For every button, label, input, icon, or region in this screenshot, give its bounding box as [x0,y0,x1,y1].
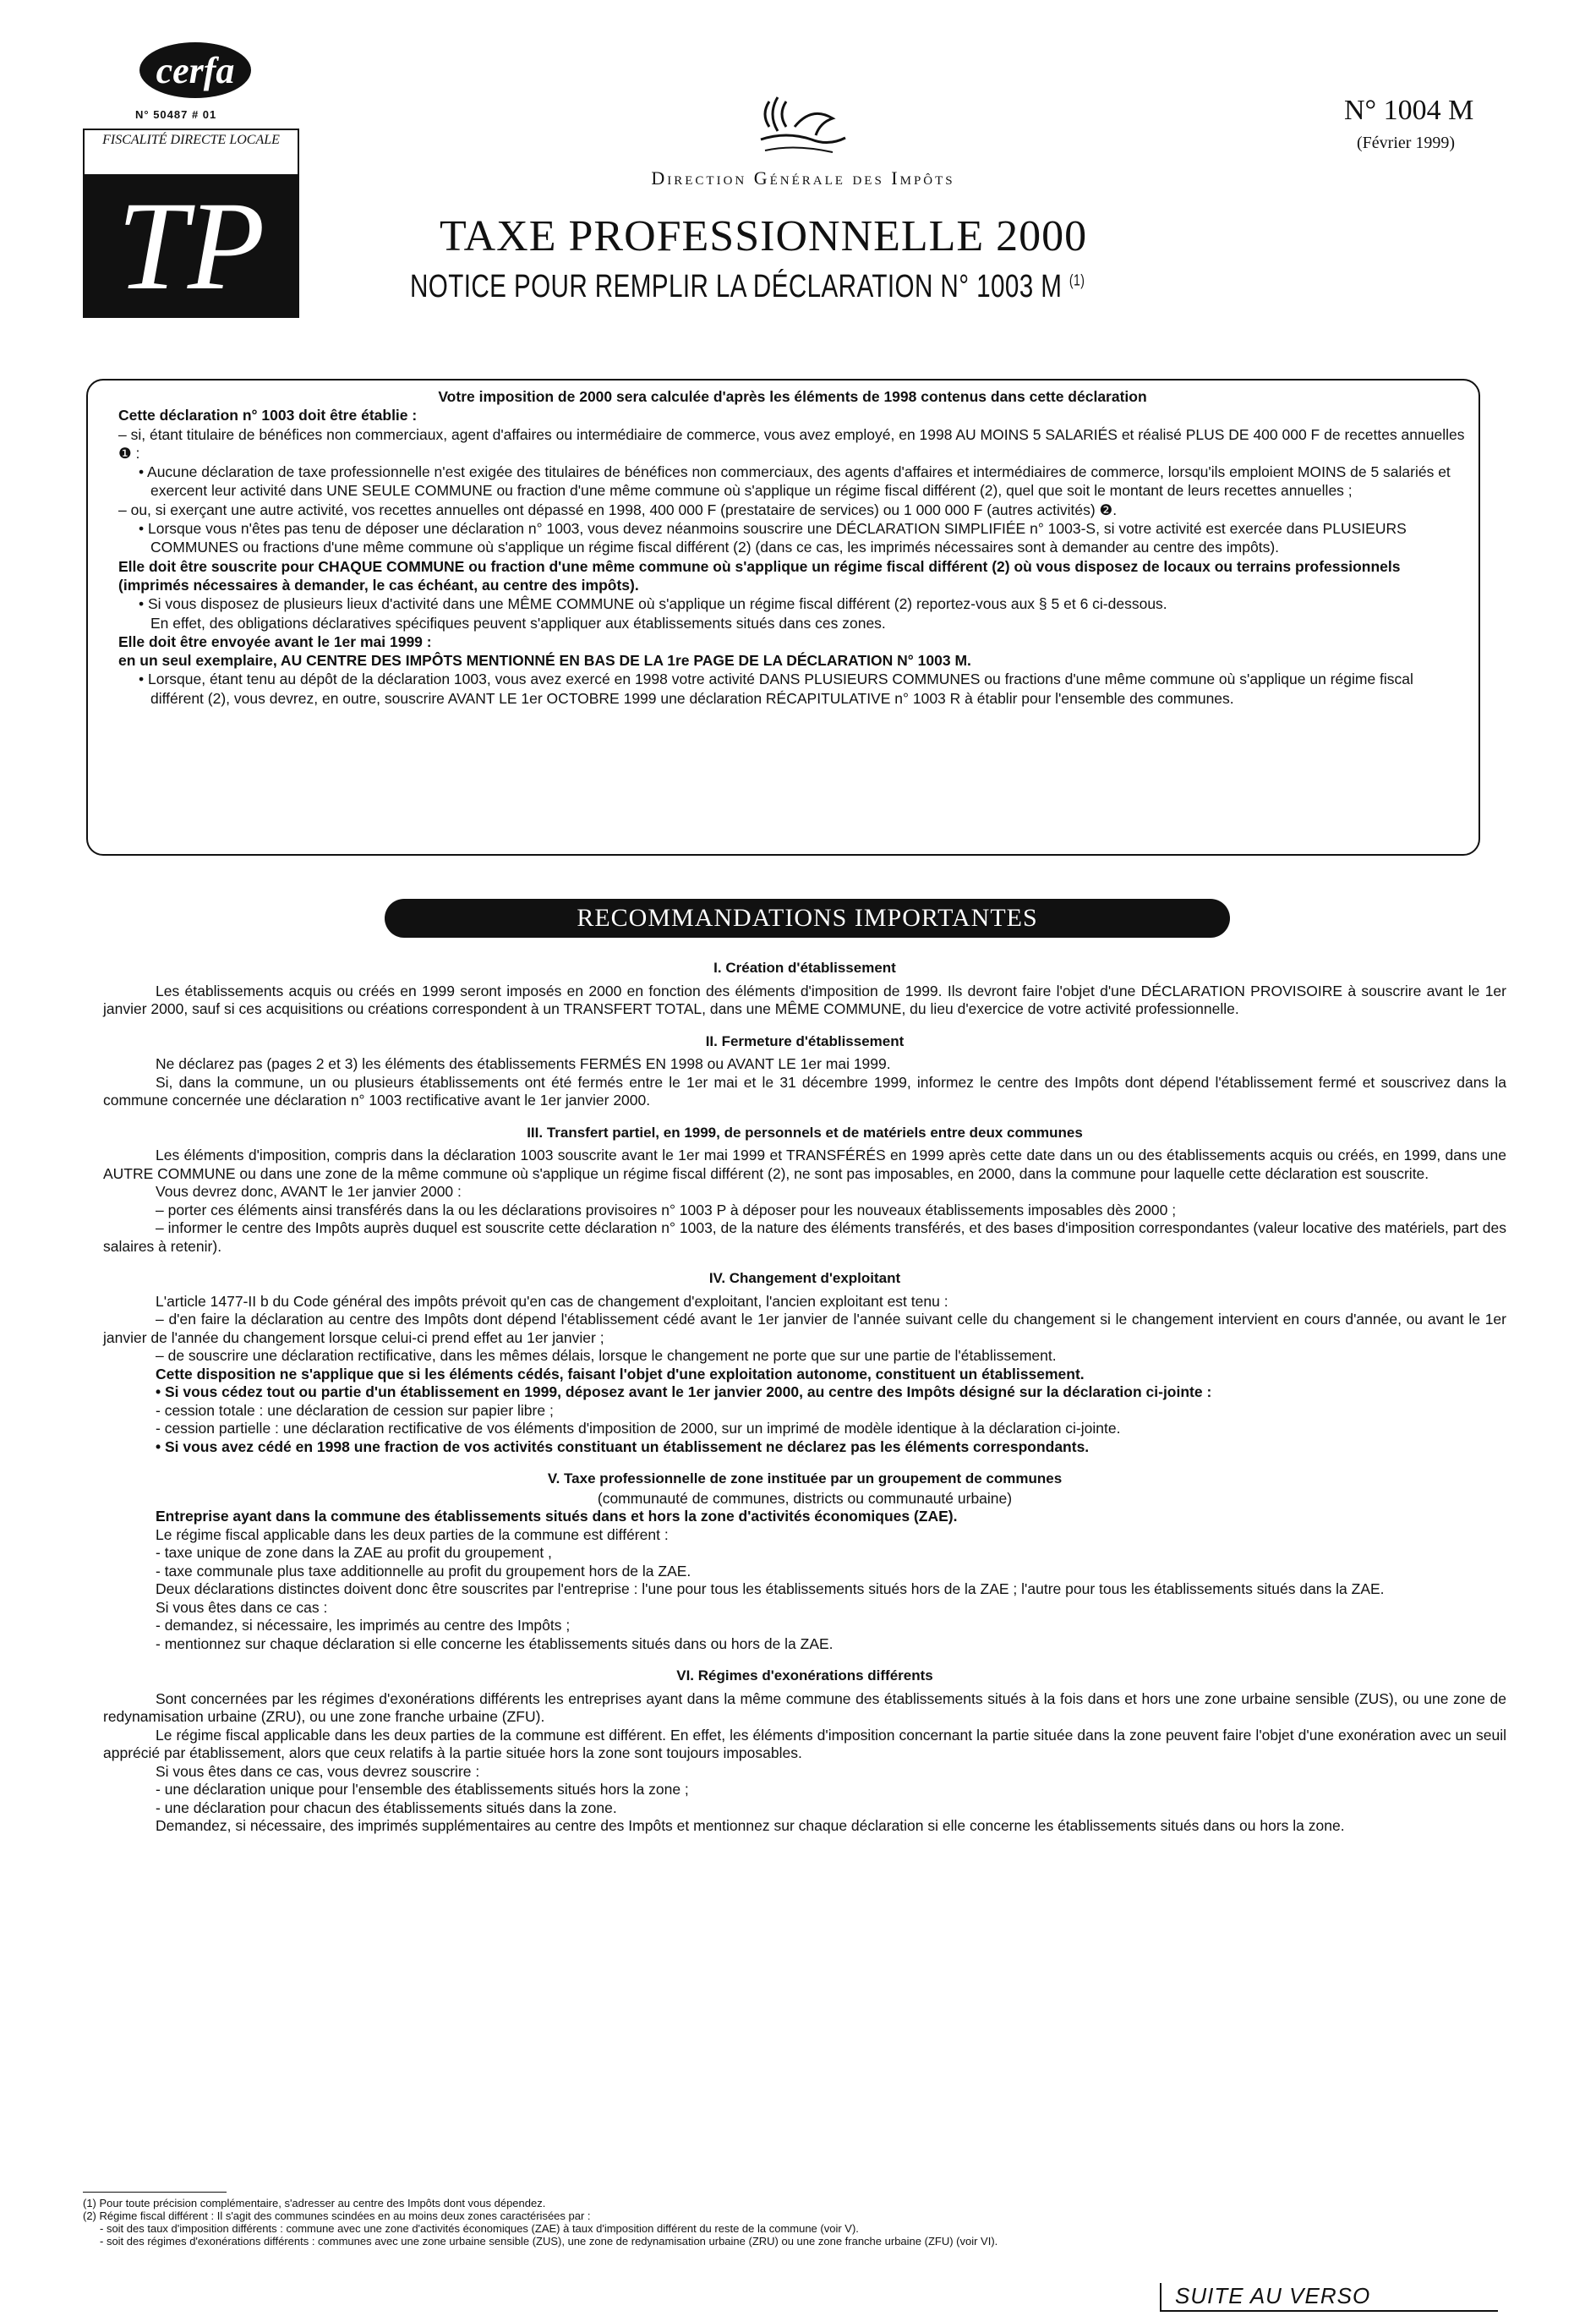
intro-line: • Lorsque, étant tenu au dépôt de la déclaration 1003, vous avez exercé en 1998 votre activité DANS PLUSIEURS COMMUNES ou fractions d'une même commune où s'applique un régime fiscal différent (2), vous devrez, en outre, souscrire AVANT LE 1er OCTOBRE 1999 une déclaration RÉCAPITULATIVE n° 1003 R à établir pour l'ensemble des communes. [139,671,1413,707]
section-paragraph: Le régime fiscal applicable dans les deux parties de la commune est différent : [156,1525,669,1543]
form-number: N° 1004 M [1344,95,1474,126]
section-paragraph: Les éléments d'imposition, compris dans la déclaration 1003 souscrite avant le 1er mai 1999 et TRANSFÉRÉS en 1999 après cette date dans un ou des établissements acquis ou créés, en 1999, dans une AUTRE COMMUNE ou dans une zone de la même commune où s'applique un régime fiscal différent (2), ne sont pas imposables, en 2000, dans la commune pour laquelle cette déclaration est souscrite. [103,1147,1506,1182]
cerfa-number: N° 50487 # 01 [135,108,217,121]
section-paragraph: Vous devrez donc, AVANT le 1er janvier 2000 : [156,1183,462,1200]
intro-block [118,387,1467,708]
dgi-emblem-icon [744,93,854,161]
intro-line: • Aucune déclaration de taxe professionnelle n'est exigée des titulaires de bénéfices non commerciaux, des agents d'affaires et intermédiaires de commerce, lorsqu'ils emploient MOINS de 5 salariés et exercent leur activité dans UNE SEULE COMMUNE ou fraction d'une même commune où s'applique un régime fiscal différent (2), quel que soit le montant de leurs recettes annuelles ; [139,463,1451,500]
intro-line: – si, étant titulaire de bénéfices non commerciaux, agent d'affaires ou intermédiaire de commerce, vous avez employé, en 1998 AU MOINS 5 SALARIÉS et réalisé PLUS DE 400 000 F de recettes annuelles ❶ : [118,425,1465,462]
section-paragraph: - une déclaration unique pour l'ensemble des établissements situés hors la zone ; [156,1781,689,1798]
category-label: FISCALITÉ DIRECTE LOCALE [83,129,299,176]
section-paragraph: Ne déclarez pas (pages 2 et 3) les éléments des établissements FERMÉS EN 1998 ou AVANT LE 1er mai 1999. [156,1055,891,1072]
section-paragraph: Entreprise ayant dans la commune des établissements situés dans et hors la zone d'activités économiques (ZAE). [156,1508,958,1525]
section-paragraph: Les établissements acquis ou créés en 1999 seront imposés en 2000 en fonction des éléments d'imposition de 1999. Ils devront faire l'objet d'une DÉCLARATION PROVISOIRE à souscrire avant le 1er janvier 2000, sauf si ces acquisitions ou créations correspondent à un TRANSFERT TOTAL, dans une MÊME COMMUNE, du lieu d'exercice de votre activité professionnelle. [103,982,1506,1017]
recommendations-banner: RECOMMANDATIONS IMPORTANTES [385,899,1230,938]
authority-name: Direction Générale des Impôts [651,167,955,189]
footnote: - soit des régimes d'exonérations différents : communes avec une zone urbaine sensible (ZUS), une zone de redynamisation urbaine (ZRU) ou une zone franche urbaine (ZFU) (voir VI). [100,2235,998,2248]
intro-line: En effet, des obligations déclaratives spécifiques peuvent s'appliquer aux établissements situés dans ces zones. [150,614,886,632]
intro-line: en un seul exemplaire, AU CENTRE DES IMPÔTS MENTIONNÉ EN BAS DE LA 1re PAGE DE LA DÉCLARATION N° 1003 M. [118,652,971,670]
subtitle-text: NOTICE POUR REMPLIR LA DÉCLARATION N° 1003 M [410,269,1063,304]
section-paragraph: - cession partielle : une déclaration rectificative de vos éléments d'imposition de 2000, sur un imprimé de modèle identique à la déclaration ci-jointe. [156,1420,1121,1437]
footnotes [83,2197,1309,2248]
section-paragraph: L'article 1477-II b du Code général des impôts prévoit qu'en cas de changement d'exploitant, l'ancien exploitant est tenu : [156,1292,948,1310]
section-paragraph: Deux déclarations distinctes doivent donc être souscrites par l'entreprise : l'une pour tous les établissements situés hors de la ZAE ; l'autre pour tous les établissements situés dans la ZAE. [156,1580,1385,1597]
section-paragraph: - une déclaration pour chacun des établissements situés dans la zone. [156,1799,617,1816]
intro-line: • Si vous disposez de plusieurs lieux d'activité dans une MÊME COMMUNE où s'applique un régime fiscal différent (2) reportez-vous aux § 5 et 6 ci-dessous. [139,595,1167,613]
section-paragraph: Sont concernées par les régimes d'exonérations différents les entreprises ayant dans la même commune des établissements situés à la fois dans et hors une zone urbaine sensible (ZUS), ou une zone de redynamisation urbaine (ZRU), ou une zone franche urbaine (ZFU). [103,1689,1506,1725]
continue-marker [1160,2283,1161,2312]
section-title: II. Fermeture d'établissement [705,1032,905,1049]
section-paragraph: – de souscrire une déclaration rectificative, dans les mêmes délais, lorsque le changement ne porte que sur une partie de l'établissement. [156,1347,1057,1364]
intro-line: • Lorsque vous n'êtes pas tenu de déposer une déclaration n° 1003, vous devez néanmoins souscrire une DÉCLARATION SIMPLIFIÉE n° 1003-S, si votre activité est exercée dans PLUSIEURS COMMUNES ou fractions d'une même commune où s'applique un régime fiscal différent (2) (dans ce cas, les imprimés nécessaires sont à demander au centre des impôts). [139,520,1407,556]
section-paragraph: - taxe communale plus taxe additionnelle au profit du groupement hors de la ZAE. [156,1562,691,1580]
intro-line: – ou, si exerçant une autre activité, vos recettes annuelles ont dépassé en 1998, 400 000 F (prestataire de services) ou 1 000 000 F (autres activités) ❷. [118,501,1118,518]
intro-line: Cette déclaration n° 1003 doit être établie : [118,407,418,424]
section-title: V. Taxe professionnelle de zone instituée par un groupement de communes [547,1470,1063,1487]
recommendations-body [103,955,1506,1836]
footnote-divider [83,2192,227,2193]
section-paragraph: • Si vous avez cédé en 1998 une fraction de vos activités constituant un établissement ne déclarez pas les éléments correspondants. [156,1437,1090,1455]
section-title: VI. Régimes d'exonérations différents [676,1667,933,1684]
tp-label: TP [83,174,299,318]
footnote: - soit des taux d'imposition différents : commune avec une zone d'activités économiques (ZAE) à taux d'imposition différent du reste de la commune (voir V). [100,2222,859,2235]
section-paragraph: - demandez, si nécessaire, les imprimés au centre des Impôts ; [156,1617,571,1634]
intro-line: Votre imposition de 2000 sera calculée d'après les éléments de 1998 contenus dans cette déclaration [438,388,1147,405]
section-title: III. Transfert partiel, en 1999, de personnels et de matériels entre deux communes [527,1124,1083,1141]
section-paragraph: Le régime fiscal applicable dans les deux parties de la commune est différent. En effet, les éléments d'imposition concernant la partie située dans la zone peuvent faire l'objet d'une exonération avec un seuil apprécié par établissement, alors que ceux relatifs à la partie située hors la zone sont toujours imposables. [103,1726,1506,1761]
section-paragraph: – informer le centre des Impôts auprès duquel est souscrite cette déclaration n° 1003, de la nature des éléments transférés, et des bases d'imposition correspondantes (valeur locative des matériels, part des salaires à retenir). [103,1219,1506,1255]
section-paragraph: Si vous êtes dans ce cas : [156,1598,328,1616]
section-paragraph: Si, dans la commune, un ou plusieurs établissements ont été fermés entre le 1er mai et le 31 décembre 1999, informez le centre des Impôts dont dépend l'établissement fermé et souscrivez dans la commune concernée une déclaration n° 1003 rectificative avant le 1er janvier 2000. [103,1073,1506,1109]
cerfa-logo: cerfa [139,42,251,98]
page-title: TAXE PROFESSIONNELLE 2000 [440,212,1088,260]
section-title: IV. Changement d'exploitant [708,1270,901,1286]
intro-line: Elle doit être souscrite pour CHAQUE COMMUNE ou fraction d'une même commune où s'applique un régime fiscal différent (2) où vous disposez de locaux ou terrains professionnels (imprimés nécessaires à demander, le cas échéant, au centre des impôts). [118,557,1401,594]
section-paragraph: Demandez, si nécessaire, des imprimés supplémentaires au centre des Impôts et mentionnez sur chaque déclaration si elle concerne les établissements situés dans ou hors la zone. [156,1817,1345,1834]
continue-label: SUITE AU VERSO [1175,2283,1371,2308]
section-subtitle: (communauté de communes, districts ou communauté urbaine) [597,1489,1013,1507]
footnote: (2) Régime fiscal différent : Il s'agit des communes scindées en au moins deux zones caractérisées par : [83,2209,591,2222]
form-date: (Février 1999) [1357,134,1456,152]
section-paragraph: - taxe unique de zone dans la ZAE au profit du groupement , [156,1544,552,1561]
section-title: I. Création d'établissement [713,960,896,976]
section-paragraph: Si vous êtes dans ce cas, vous devrez souscrire : [156,1762,480,1780]
footnote: (1) Pour toute précision complémentaire, s'adresser au centre des Impôts dont vous dépendez. [83,2197,546,2209]
section-paragraph: - mentionnez sur chaque déclaration si elle concerne les établissements situés dans ou hors de la ZAE. [156,1634,834,1652]
subtitle-note: (1) [1069,271,1085,289]
section-paragraph: - cession totale : une déclaration de cession sur papier libre ; [156,1401,554,1419]
section-paragraph: – d'en faire la déclaration au centre des Impôts dont dépend l'établissement cédé avant le 1er janvier de l'année suivant celle du changement si le changement intervient en cours d'année, ou avant le 1er janvier de l'année du changement lorsque celui-ci prend effet au 1er janvier ; [103,1311,1506,1346]
continue-underline [1160,2310,1498,2312]
page-subtitle [410,269,1085,305]
section-paragraph: Cette disposition ne s'applique que si les éléments cédés, faisant l'objet d'une exploitation autonome, constituent un établissement. [156,1365,1085,1382]
section-paragraph: – porter ces éléments ainsi transférés dans la ou les déclarations provisoires n° 1003 P à déposer pour les nouveaux établissements imposables dès 2000 ; [156,1201,1177,1218]
intro-line: Elle doit être envoyée avant le 1er mai 1999 : [118,632,432,650]
section-paragraph: • Si vous cédez tout ou partie d'un établissement en 1999, déposez avant le 1er janvier 2000, au centre des Impôts désigné sur la déclaration ci-jointe : [156,1383,1212,1400]
